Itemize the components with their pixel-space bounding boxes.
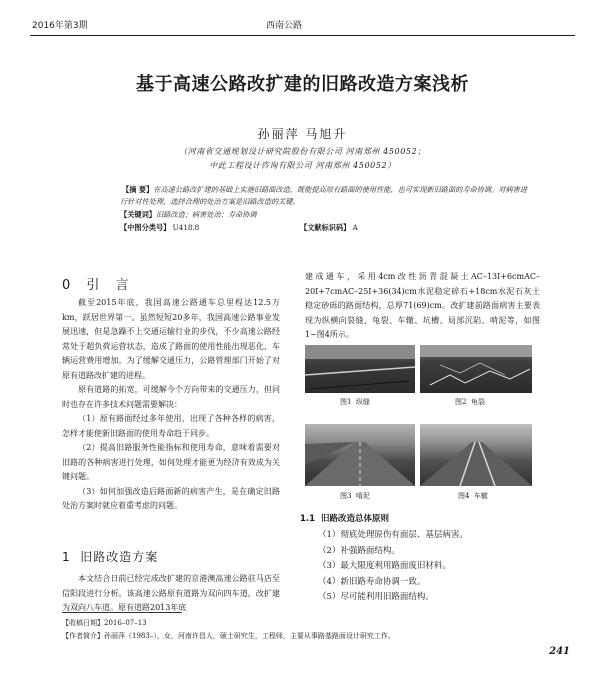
keywords-text: 旧路改造；病害处治；寿命协调 xyxy=(155,210,257,219)
author-bio: 【作者简介】孙丽萍（1983–），女，河南许昌人，硕士研究生，工程师，主要从事路基路面设计研究工作。 xyxy=(62,632,395,640)
list-item: （1）彻底处理原伤有面层、基层病害。 xyxy=(318,530,468,540)
figure-2-crack-pattern xyxy=(420,345,532,393)
doc-code-label: 【文献标识码】 xyxy=(300,223,351,232)
figure-3-caption: 图3 啃泥 xyxy=(340,492,370,500)
intro-body xyxy=(62,296,280,514)
figure-3-road-perspective xyxy=(305,424,415,486)
figure-1-photo xyxy=(305,345,415,393)
doc-code xyxy=(300,223,358,233)
paragraph: 截至2015年底，我国高速公路通车总里程达12.5万km，跃居世界第一。虽然短短20多年，我国高速公路事业发展迅速，但是急躁不上交通运输行业的步伐，不少高速公路经常处于超负荷运营状态，造成了路面的使用性能出现恶化、车辆运营费用增加。为了缓解交通压力，公路管理部门开始了对原有道路改扩建的进程。 xyxy=(62,298,280,380)
figure-4-photo xyxy=(420,424,532,486)
section-0-heading xyxy=(62,274,135,293)
section-0-title: 引 言 xyxy=(86,278,135,293)
list-item: （2）补强路面结构。 xyxy=(318,545,400,556)
doc-code-value: A xyxy=(352,223,358,232)
section-1-number: 1 xyxy=(62,550,71,564)
classification xyxy=(120,223,199,233)
page-number: 241 xyxy=(549,646,570,657)
paragraph: （3）如何加强改造后路面新的病害产生，是在确定旧路处治方案时就应着重考虑的问题。 xyxy=(62,486,280,510)
figure-2-caption: 图2 龟裂 xyxy=(455,398,485,406)
abstract-label: 【摘 要】 xyxy=(122,185,154,194)
received-date: 【收稿日期】2016–07–13 xyxy=(62,619,147,627)
journal-name: 西南公路 xyxy=(266,21,303,31)
subsection-heading xyxy=(300,512,389,524)
figure-3-photo xyxy=(305,424,415,486)
figure-1-road-lines xyxy=(305,345,415,393)
affiliation-line-2: 中此工程设计咨询有限公司 河南郑州 450052） xyxy=(209,161,396,170)
subsection-number: 1.1 xyxy=(300,514,316,524)
principles-list xyxy=(318,528,538,606)
keywords xyxy=(120,210,257,220)
abstract-text: 在高速公路改扩建的基础上实施旧路面改造，既能提高原有路面的使用性能，也可实现新旧路面的寿命协调。对病害进行针对性处理，选择合理的处治方案是旧路改造的关键。 xyxy=(120,185,528,206)
section-1-body xyxy=(62,572,280,616)
keywords-label: 【关键词】 xyxy=(120,210,156,219)
paragraph: 本文结合日前已经完成改扩建的京港澳高速公路驻马店至信阳段进行分析。该高速公路原有道路为双向四车道，改扩建为双向八车道。原有道路2013年底 xyxy=(62,574,280,612)
figure-4-rut-lines xyxy=(420,424,532,486)
section-0-number: 0 xyxy=(62,278,77,293)
paragraph: （2）提高旧路服务性能指标和使用寿命，意味着需要对旧路的各种病害进行处理，如何处理才能更为经济有效成为关键问题。 xyxy=(62,443,280,481)
paragraph: 原有道路的拓宽，可缓解今个方向带来的交通压力，但同时也存在许多技术问题需要解决： xyxy=(62,385,280,409)
subsection-title: 旧路改造总体原则 xyxy=(320,514,389,524)
figure-2-photo xyxy=(420,345,532,393)
paragraph: （1）原有路面经过多年使用，出现了各种各样的病害，怎样才能使新旧路面的使用寿命趋于同步。 xyxy=(62,414,280,438)
figure-4-caption: 图4 车辙 xyxy=(458,492,488,500)
figure-1-caption: 图1 纵缝 xyxy=(340,398,370,406)
section-1-heading xyxy=(62,548,158,565)
affiliation-line-1: （河南省交通规划设计研究院股份有限公司 河南郑州 450052； xyxy=(179,147,426,156)
section-1-title: 旧路改造方案 xyxy=(80,550,159,564)
paper-title: 基于高速公路改扩建的旧路改造方案浅析 xyxy=(136,74,469,95)
list-item: （5）尽可能利用旧路面结构。 xyxy=(318,592,434,602)
header-rule xyxy=(30,35,575,36)
authors: 孙丽萍 马旭升 xyxy=(257,127,348,141)
issue-label: 2016年第3期 xyxy=(32,21,88,31)
paragraph: 建成通车，采用4cm改性沥青混凝土AC–13I+6cmAC–20I+7cmAC–25I+36(34)cm水泥稳定碎石+18cm水泥石灰土稳定砂砾的路面结构，总厚71(69)cm。改扩建前路面病害主要表现为纵横向裂缝、龟裂、车辙、坑槽、局部沉陷、啃泥等，如图1~图4所示。 xyxy=(305,272,540,339)
classification-value: U418.8 xyxy=(172,223,200,232)
classification-label: 【中图分类号】 xyxy=(120,223,171,232)
list-item: （4）新旧路寿命协调一致。 xyxy=(318,576,426,587)
right-body xyxy=(305,270,540,343)
abstract xyxy=(120,184,530,208)
list-item: （3）最大限度利用路面废旧材料。 xyxy=(318,561,451,571)
footnote-rule xyxy=(62,612,182,613)
